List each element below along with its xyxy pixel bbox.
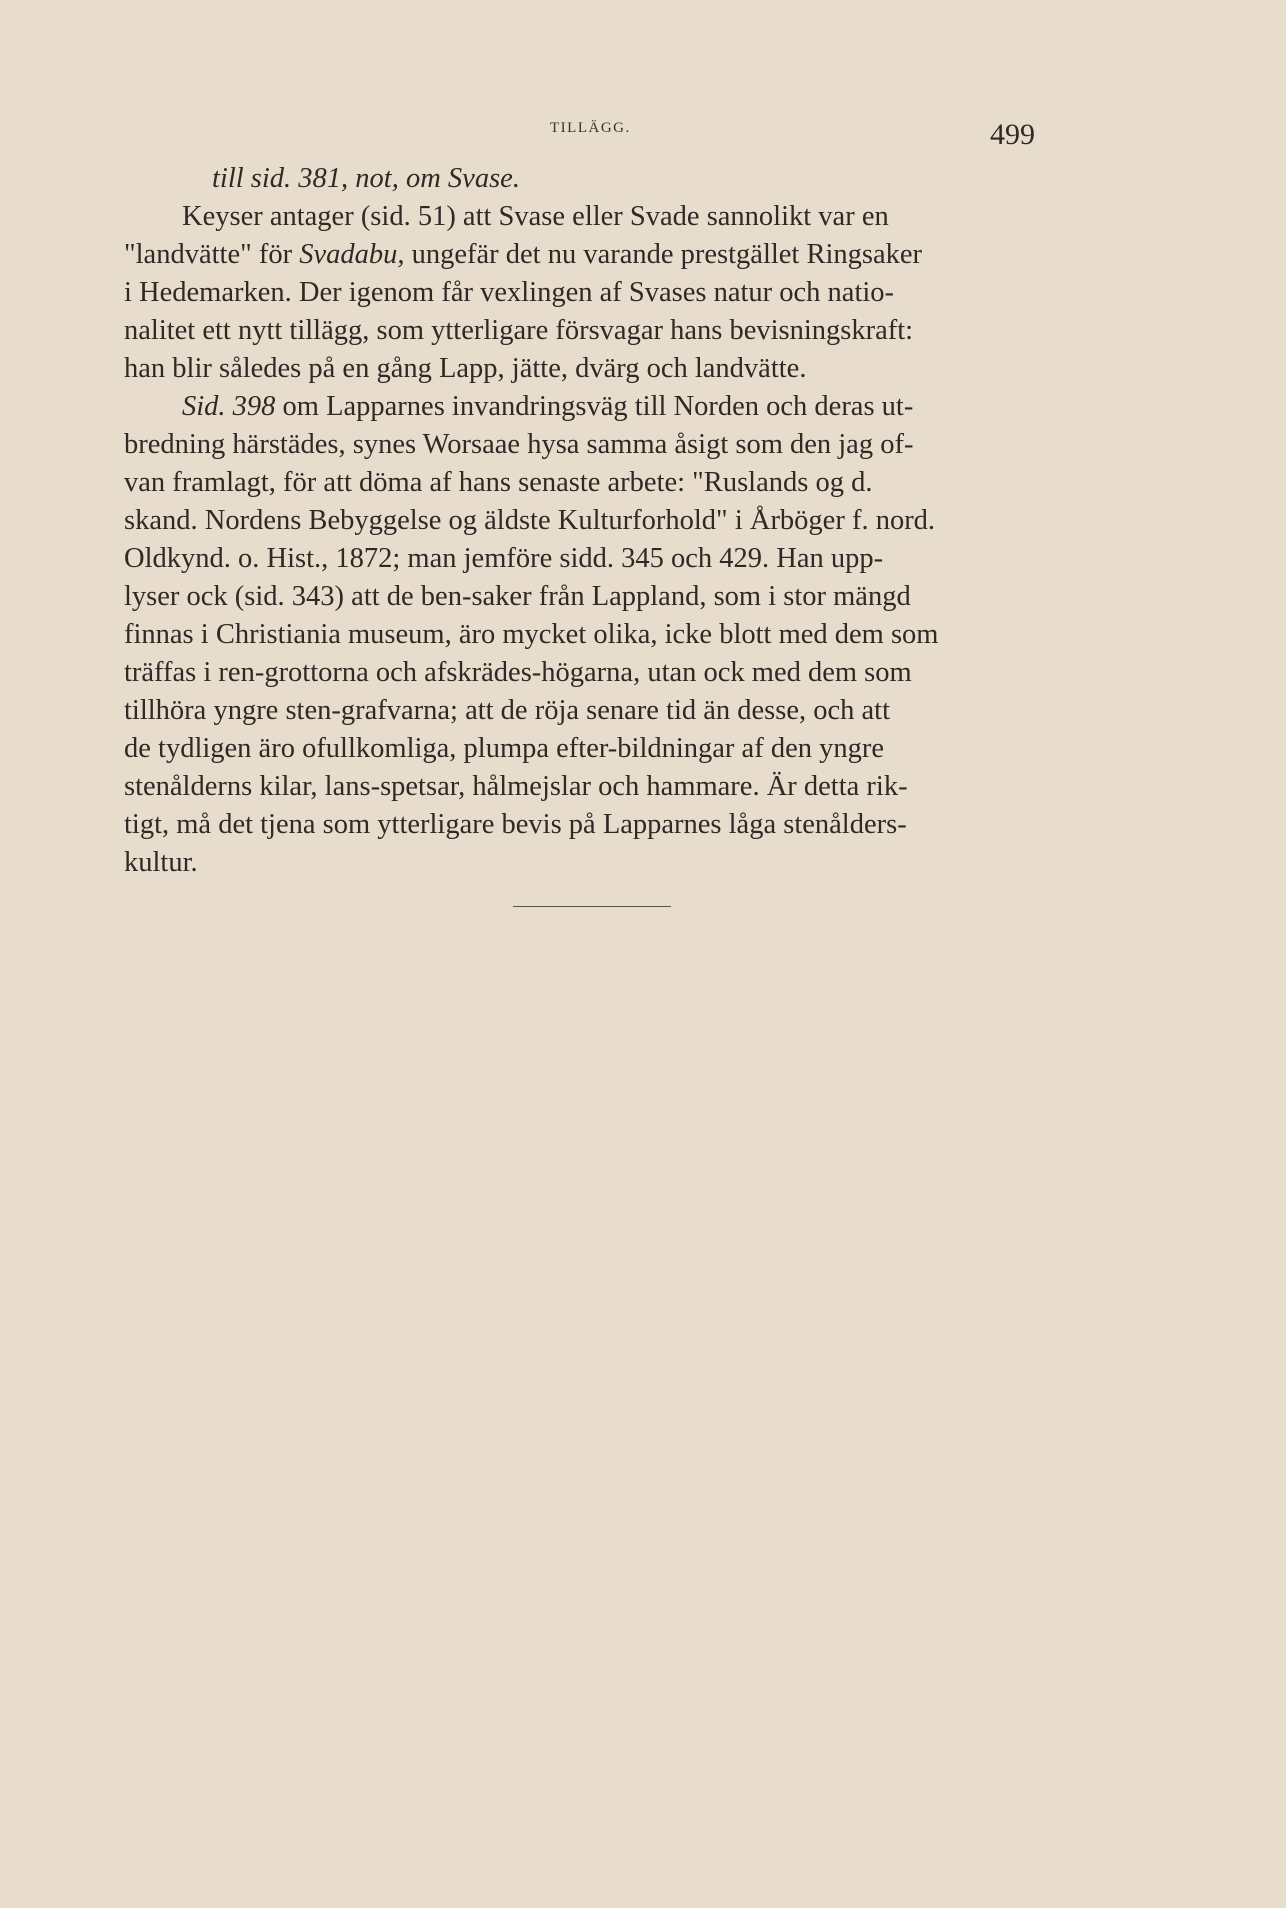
page-number: 499 [990,118,1035,151]
paragraph-1-line: nalitet ett nytt tillägg, som ytterligare försvagar hans bevisningskraft: [124,315,914,346]
section-divider-rule [513,906,671,907]
paragraph-2-line: skand. Nordens Bebyggelse og äldste Kulturforhold" i Årböger f. nord. [124,505,936,536]
paragraph-1-line-text: "landvätte" för [124,239,300,270]
paragraph-2-line: van framlagt, för att döma af hans senaste arbete: "Ruslands og d. [124,467,873,498]
paragraph-2-line: de tydligen äro ofullkomliga, plumpa efter-bildningar af den yngre [124,733,884,764]
paragraph-1-line: han blir således på en gång Lapp, jätte, dvärg och landvätte. [124,353,807,384]
paragraph-2-line [124,388,1070,426]
paragraph-2-line: tigt, må det tjena som ytterligare bevis på Lapparnes låga stenålders- [124,809,907,840]
paragraph-2-line: Oldkynd. o. Hist., 1872; man jemföre sidd. 345 och 429. Han upp- [124,543,884,574]
page-body [124,160,1070,882]
paragraph-2-line: stenålderns kilar, lans-spetsar, hålmejslar och hammare. Är detta rik- [124,771,908,802]
paragraph-2-line: bredning härstädes, synes Worsaae hysa samma åsigt som den jag of- [124,429,914,460]
paragraph-2-line: träffas i ren-grottorna och afskrädes-högarna, utan ock med dem som [124,657,912,688]
note-heading: till sid. 381, not, om Svase. [212,163,520,194]
page-reference: Sid. 398 [182,391,276,422]
paragraph-1-line: i Hedemarken. Der igenom får vexlingen af Svases natur och natio- [124,277,895,308]
paragraph-1-line: Keyser antager (sid. 51) att Svase eller Svade sannolikt var en [182,201,889,232]
paragraph-2-line: tillhöra yngre sten-grafvarna; att de röja senare tid än desse, och att [124,695,891,726]
paragraph-1-line [124,236,1070,274]
paragraph-2 [124,388,1070,882]
paragraph-1-line-text: ungefär det nu varande prestgället Ringsaker [404,239,923,270]
running-title: TILLÄGG. [550,120,631,136]
paragraph-2-line: finnas i Christiania museum, äro mycket olika, icke blott med dem som [124,619,939,650]
paragraph-2-line-text: om Lapparnes invandringsväg till Norden och deras ut- [275,391,914,422]
italic-place-name: Svadabu, [299,239,405,270]
paragraph-2-line: kultur. [124,847,198,878]
paragraph-2-line: lyser ock (sid. 343) att de ben-saker från Lappland, som i stor mängd [124,581,911,612]
paragraph-1 [124,198,1070,388]
